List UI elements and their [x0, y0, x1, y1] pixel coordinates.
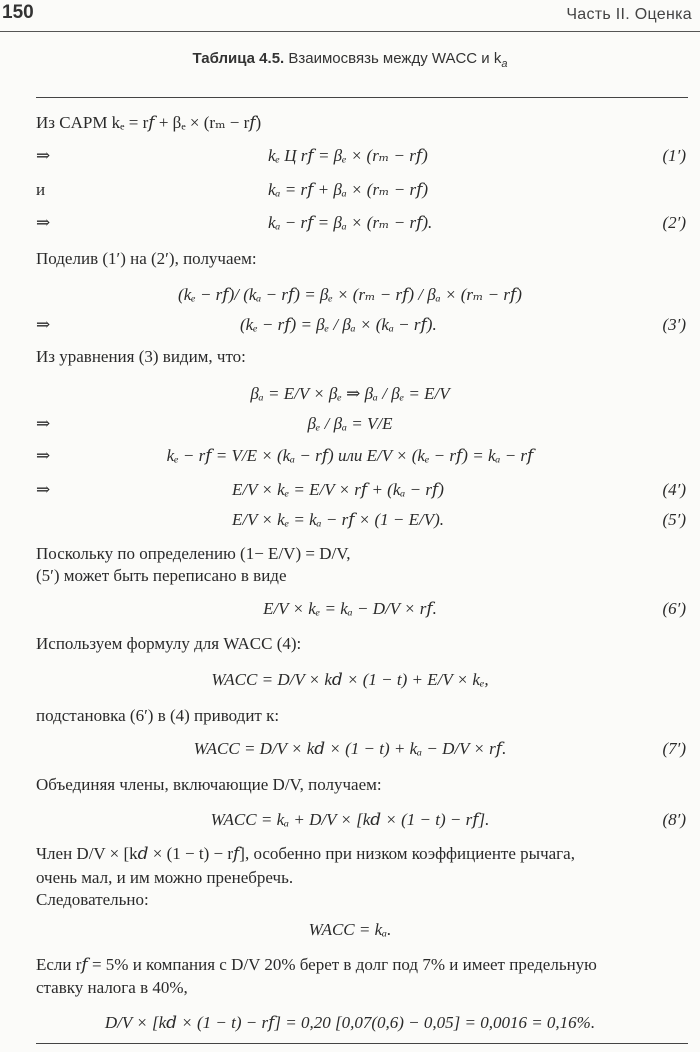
text-definition: Поскольку по определению (1− E/V) = D/V, [36, 544, 351, 563]
implies-arrow: ⇒ [36, 146, 51, 165]
running-title: Часть II. Оценка [566, 6, 692, 23]
implies-arrow: ⇒ [36, 480, 51, 499]
equation-beta-a: βₐ = E/V × βₑ ⇒ βₐ / βₑ = E/V [250, 384, 450, 403]
text-tax-rate: ставку налога в 40%, [36, 978, 188, 997]
equation-beta-ratio: βₑ / βₐ = V/E [307, 414, 393, 433]
text-term-small: Член D/V × [k𝑑 × (1 − t) − r𝑓], особенно при низком коэффициенте рычага, [36, 844, 575, 863]
equation-number-4: (4′) [662, 480, 686, 499]
equation-wacc-ka: WACC = kₐ. [308, 920, 392, 939]
text-dividing: Поделив (1′) на (2′), получаем: [36, 249, 257, 268]
text-rewritten: (5′) может быть переписано в виде [36, 566, 287, 585]
caption-label: Таблица 4.5. [192, 50, 285, 67]
text-therefore: Следовательно: [36, 890, 149, 909]
equation-7: WACC = D/V × k𝑑 × (1 − t) + kₐ − D/V × r𝑓. [193, 739, 507, 758]
table-top-rule [36, 97, 688, 98]
equation-3: (kₑ − r𝑓) = βₑ / βₐ × (kₐ − r𝑓). [240, 315, 437, 334]
equation-number-6: (6′) [662, 599, 686, 618]
equation-calculation: D/V × [k𝑑 × (1 − t) − r𝑓] = 0,20 [0,07(0,6) − 0,05] = 0,0016 = 0,16%. [104, 1013, 596, 1032]
implies-arrow: ⇒ [36, 446, 51, 465]
equation-1: kₑ Ц r𝑓 = βₑ × (rₘ − r𝑓) [268, 146, 428, 165]
equation-5: E/V × kₑ = kₐ − r𝑓 × (1 − E/V). [232, 510, 445, 529]
text-substitution: подстановка (6′) в (4) приводит к: [36, 706, 280, 725]
equation-wacc: WACC = D/V × k𝑑 × (1 − t) + E/V × kₑ, [211, 670, 489, 689]
page-number: 150 [2, 2, 34, 23]
implies-arrow: ⇒ [36, 414, 51, 433]
table-caption [0, 50, 700, 70]
equation-8: WACC = kₐ + D/V × [k𝑑 × (1 − t) − r𝑓]. [210, 810, 490, 829]
equation-4: E/V × kₑ = E/V × r𝑓 + (kₐ − r𝑓) [232, 480, 444, 499]
equation-number-8: (8′) [662, 810, 686, 829]
equation-number-3: (3′) [662, 315, 686, 334]
implies-arrow: ⇒ [36, 213, 51, 232]
equation-number-7: (7′) [662, 739, 686, 758]
equation-ke-rf: kₑ − r𝑓 = V/E × (kₐ − r𝑓) или E/V × (kₑ − r𝑓) = kₐ − r𝑓 [166, 446, 534, 465]
table-bottom-rule [36, 1043, 688, 1044]
equation-ka: kₐ = r𝑓 + βₐ × (rₘ − r𝑓) [268, 180, 429, 199]
equation-2: kₐ − r𝑓 = βₐ × (rₘ − r𝑓). [268, 213, 433, 232]
header-rule [0, 31, 700, 32]
page-header [0, 0, 700, 30]
text-from-equation: Из уравнения (3) видим, что: [36, 347, 246, 366]
text-use-formula: Используем формулу для WACC (4): [36, 634, 302, 653]
caption-subscript: a [501, 58, 508, 70]
equation-6: E/V × kₑ = kₐ − D/V × r𝑓. [263, 599, 437, 618]
conjunction-and: и [36, 180, 46, 199]
caption-text: Взаимосвязь между WACC и k [288, 50, 502, 67]
text-example: Если r𝑓 = 5% и компания с D/V 20% берет в долг под 7% и имеет предельную [36, 955, 597, 974]
equation-number-5: (5′) [662, 510, 686, 529]
text-negligible: очень мал, и им можно пренебречь. [36, 868, 294, 887]
implies-arrow: ⇒ [36, 315, 51, 334]
equation-ratio: (kₑ − r𝑓)/ (kₐ − r𝑓) = βₑ × (rₘ − r𝑓) / βₐ × (rₘ − r𝑓) [178, 285, 522, 304]
line-capm: Из CAPM kₑ = r𝑓 + βₑ × (rₘ − r𝑓) [36, 113, 262, 132]
text-combining: Объединяя члены, включающие D/V, получаем: [36, 775, 382, 794]
equation-number-2: (2′) [662, 213, 686, 232]
equation-number-1: (1′) [662, 146, 686, 165]
